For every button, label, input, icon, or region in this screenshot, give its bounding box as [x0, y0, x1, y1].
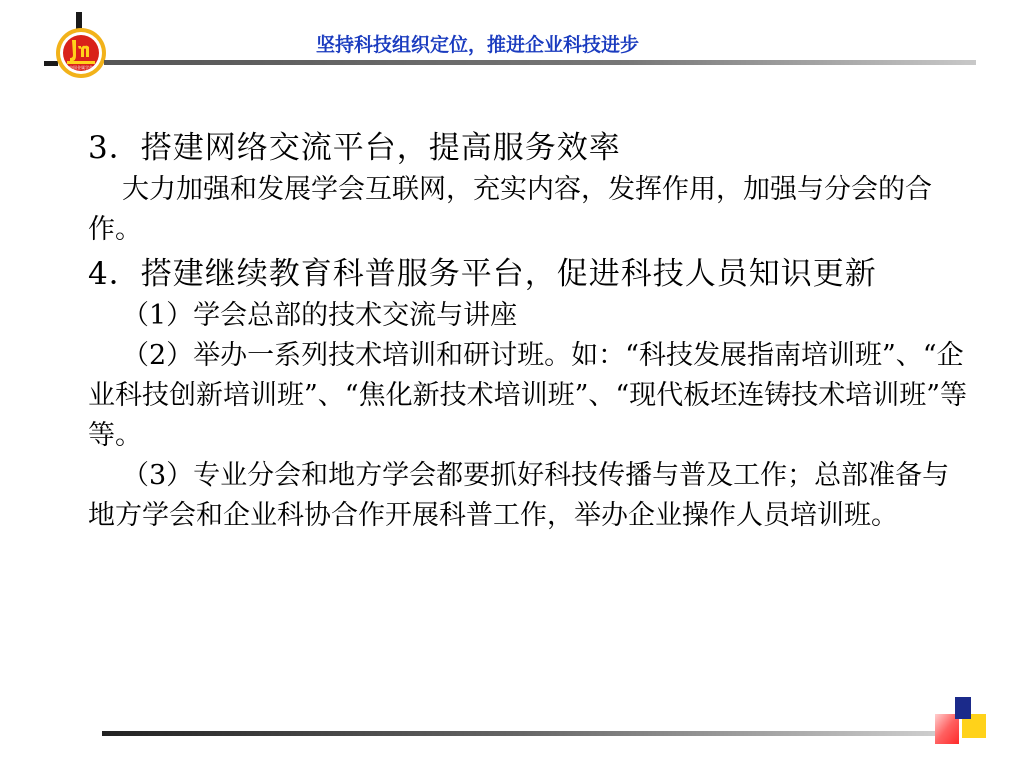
section-4-item-2: （2）举办一系列技术培训和研讨班。如：“科技发展指南培训班”、“企业科技创新培训班”、“焦化新技术培训班”、“现代板坯连铸技术培训班”等等。 [88, 340, 968, 451]
corner-decoration-navy [955, 697, 971, 719]
slide-body [88, 126, 968, 536]
header-divider [104, 60, 976, 65]
society-logo-icon [54, 26, 108, 80]
footer-divider [102, 731, 942, 736]
section-4-item-1: （1）学会总部的技术交流与讲座 [122, 300, 518, 331]
logo-caption: 中国金属学会 [69, 65, 93, 70]
section-4-heading: 4．搭建继续教育科普服务平台，促进科技人员知识更新 [88, 256, 877, 292]
slide-header-title: 坚持科技组织定位，推进企业科技进步 [316, 34, 640, 56]
section-3-paragraph: 大力加强和发展学会互联网，充实内容，发挥作用，加强与分会的合作。 [88, 174, 932, 245]
section-3-heading: 3．搭建网络交流平台，提高服务效率 [88, 130, 621, 166]
section-4-item-3: （3）专业分会和地方学会都要抓好科技传播与普及工作；总部准备与地方学会和企业科协合作开展科普工作，举办企业操作人员培训班。 [88, 460, 950, 531]
